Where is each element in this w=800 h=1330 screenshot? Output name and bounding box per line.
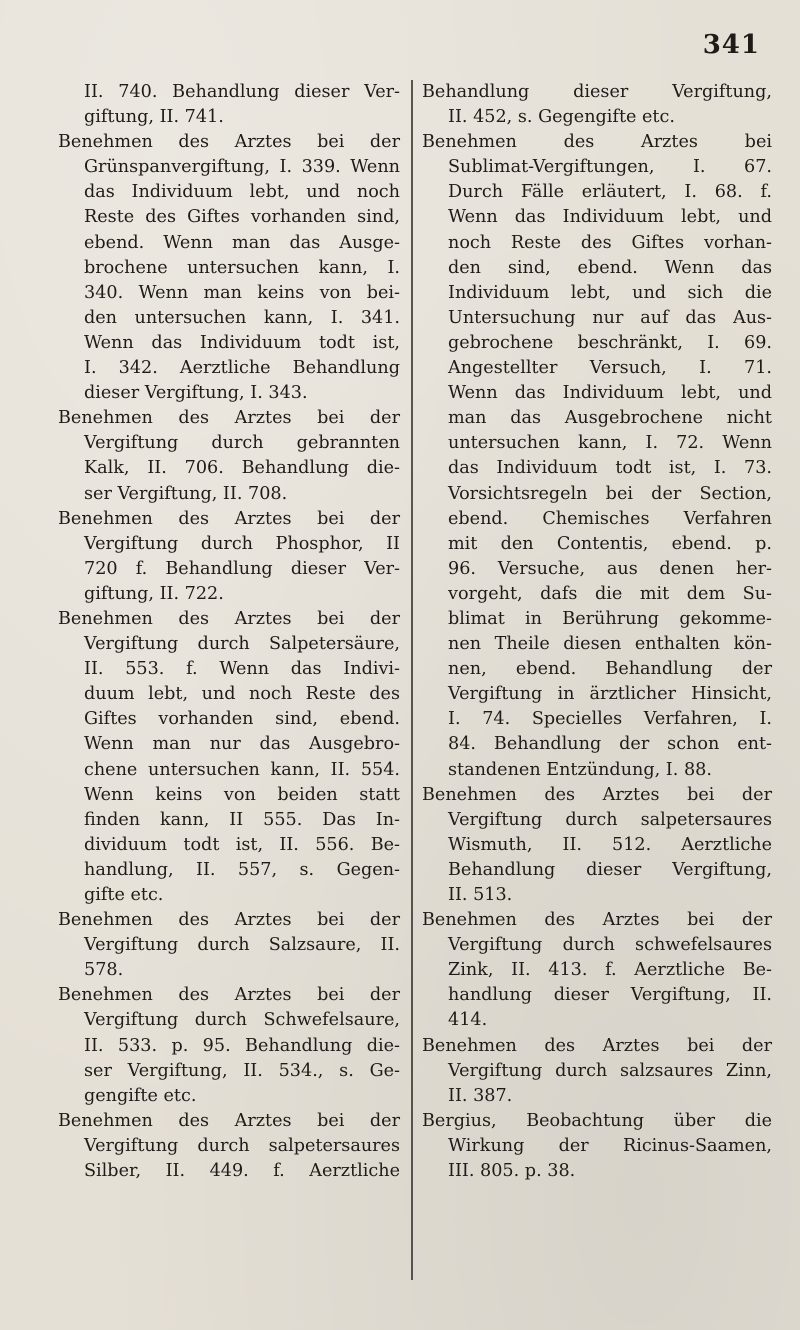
entry-line: giftung, II. 741. [84, 107, 224, 128]
entry-line: giftung, II. 722. [84, 583, 224, 604]
entry-headline: Benehmen des Arztes bei der [422, 784, 772, 805]
entry-line: Individuum lebt, und sich die [448, 282, 772, 303]
entry-line: gebrochene beschränkt, I. 69. [448, 332, 772, 353]
entry-headline: Benehmen des Arztes bei der [58, 910, 400, 931]
entry-line: gifte etc. [84, 885, 164, 905]
index-entry [422, 80, 772, 130]
entry-line: Zink, II. 413. f. Aerztliche Be- [448, 960, 772, 981]
entry-line: Wismuth, II. 512. Aerztliche [448, 834, 772, 855]
index-entry [422, 783, 772, 908]
entry-line: ser Vergiftung, II. 708. [84, 483, 288, 504]
entry-line: noch Reste des Giftes vorhan- [448, 232, 772, 253]
entry-line: Vergiftung durch salpetersaures [448, 809, 772, 830]
entry-line: standenen Entzündung, I. 88. [448, 759, 712, 780]
entry-line: III. 805. p. 38. [448, 1161, 576, 1182]
entry-headline: Bergius, Beobachtung über die [422, 1110, 772, 1131]
entry-line: den untersuchen kann, I. 341. [84, 307, 400, 328]
entry-line: Vergiftung in ärztlicher Hinsicht, [448, 684, 772, 705]
index-entry [422, 908, 772, 1033]
entry-line: brochene untersuchen kann, I. [84, 257, 400, 278]
entry-line: man das Ausgebrochene nicht [448, 408, 772, 429]
entry-line: Durch Fälle erläutert, I. 68. f. [448, 182, 772, 203]
entry-line: 96. Versuche, aus denen her- [448, 558, 772, 579]
entry-line: vorgeht, dafs die mit dem Su- [448, 583, 772, 604]
entry-line: Behandlung dieser Vergiftung, [448, 859, 772, 880]
entry-line: I. 342. Aerztliche Behandlung [84, 358, 400, 379]
entry-line: II. 387. [448, 1085, 513, 1106]
entry-line: mit den Contentis, ebend. p. [448, 533, 772, 554]
entry-headline: Behandlung dieser Vergiftung, [422, 82, 772, 102]
entry-line: duum lebt, und noch Reste des [84, 684, 400, 705]
entry-line: nen Theile diesen enthalten kön- [448, 634, 772, 655]
index-entry [58, 983, 400, 1108]
entry-line: Vorsichtsregeln bei der Section, [448, 483, 772, 504]
entry-line: Vergiftung durch Schwefelsaure, [84, 1010, 400, 1031]
entry-line: 720 f. Behandlung dieser Ver- [84, 558, 400, 579]
column-divider [411, 80, 413, 1280]
entry-line: Vergiftung durch salpetersaures [84, 1135, 400, 1156]
index-entry [58, 130, 400, 406]
index-entry [58, 406, 400, 506]
entry-line: Untersuchung nur auf das Aus- [448, 307, 772, 328]
entry-headline: II. 740. Behandlung dieser Ver- [84, 82, 400, 102]
entry-line: Giftes vorhanden sind, ebend. [84, 709, 400, 730]
entry-line: Vergiftung durch Salpetersäure, [84, 634, 400, 655]
index-entry [422, 1109, 772, 1184]
index-entry [58, 1109, 400, 1184]
entry-line: Vergiftung durch gebrannten [84, 433, 400, 454]
entry-line: Angestellter Versuch, I. 71. [448, 358, 772, 379]
entry-line: II. 553. f. Wenn das Indivi- [84, 659, 400, 680]
entry-line: den sind, ebend. Wenn das [448, 257, 772, 278]
entry-headline: Benehmen des Arztes bei der [58, 508, 400, 529]
index-entry [422, 130, 772, 782]
entry-line: dieser Vergiftung, I. 343. [84, 383, 308, 404]
entry-headline: Benehmen des Arztes bei [422, 132, 772, 153]
entry-headline: Benehmen des Arztes bei der [422, 1035, 772, 1056]
entry-line: dividuum todt ist, II. 556. Be- [84, 834, 400, 855]
right-column [422, 80, 772, 1184]
entry-line: handlung dieser Vergiftung, II. [448, 985, 772, 1006]
entry-line: II. 513. [448, 885, 513, 905]
entry-line: nen, ebend. Behandlung der [448, 659, 772, 680]
entry-line: untersuchen kann, I. 72. Wenn [448, 433, 772, 454]
entry-line: II. 452, s. Gegengifte etc. [448, 107, 675, 128]
entry-line: chene untersuchen kann, II. 554. [84, 759, 400, 780]
index-entry [58, 908, 400, 983]
entry-line: Wenn keins von beiden statt [84, 784, 400, 805]
entry-headline: Benehmen des Arztes bei der [58, 608, 400, 629]
entry-line: Sublimat-Vergiftungen, I. 67. [448, 157, 772, 178]
entry-headline: Benehmen des Arztes bei der [58, 408, 400, 429]
index-entry [58, 607, 400, 908]
entry-line: Vergiftung durch Phosphor, II [84, 533, 400, 554]
entry-line: Vergiftung durch schwefelsaures [448, 935, 772, 956]
entry-line: II. 533. p. 95. Behandlung die- [84, 1035, 400, 1056]
entry-line: Kalk, II. 706. Behandlung die- [84, 458, 400, 479]
index-entry [422, 1034, 772, 1109]
entry-line: finden kann, II 555. Das In- [84, 809, 400, 830]
entry-line: ebend. Wenn man das Ausge- [84, 232, 400, 253]
entry-line: Silber, II. 449. f. Aerztliche [84, 1161, 400, 1182]
entry-line: Wenn das Individuum lebt, und [448, 383, 772, 404]
entry-line: 578. [84, 960, 124, 981]
entry-headline: Benehmen des Arztes bei der [422, 910, 772, 931]
entry-line: 340. Wenn man keins von bei- [84, 282, 400, 303]
index-entry [58, 80, 400, 130]
entry-line: handlung, II. 557, s. Gegen- [84, 859, 400, 880]
entry-line: Vergiftung durch salzsaures Zinn, [448, 1060, 772, 1081]
entry-line: I. 74. Specielles Verfahren, I. [448, 709, 772, 730]
left-column [58, 80, 400, 1184]
entry-line: ebend. Chemisches Verfahren [448, 508, 772, 529]
entry-line: das Individuum todt ist, I. 73. [448, 458, 772, 479]
entry-line: das Individuum lebt, und noch [84, 182, 400, 203]
entry-line: blimat in Berührung gekomme- [448, 608, 772, 629]
entry-headline: Benehmen des Arztes bei der [58, 1110, 400, 1131]
index-entry [58, 507, 400, 607]
entry-headline: Benehmen des Arztes bei der [58, 132, 400, 153]
entry-line: Wenn das Individuum todt ist, [84, 332, 400, 353]
entry-line: Reste des Giftes vorhanden sind, [84, 207, 400, 228]
entry-line: gengifte etc. [84, 1085, 197, 1106]
entry-line: Grünspanvergiftung, I. 339. Wenn [84, 157, 400, 178]
page-number: 341 [702, 30, 760, 60]
entry-line: 414. [448, 1010, 488, 1031]
entry-line: Vergiftung durch Salzsaure, II. [84, 935, 400, 956]
entry-line: Wenn man nur das Ausgebro- [84, 734, 400, 755]
entry-headline: Benehmen des Arztes bei der [58, 985, 400, 1006]
entry-line: Wenn das Individuum lebt, und [448, 207, 772, 228]
entry-line: 84. Behandlung der schon ent- [448, 734, 772, 755]
entry-line: ser Vergiftung, II. 534., s. Ge- [84, 1060, 400, 1081]
entry-line: Wirkung der Ricinus-Saamen, [448, 1135, 772, 1156]
